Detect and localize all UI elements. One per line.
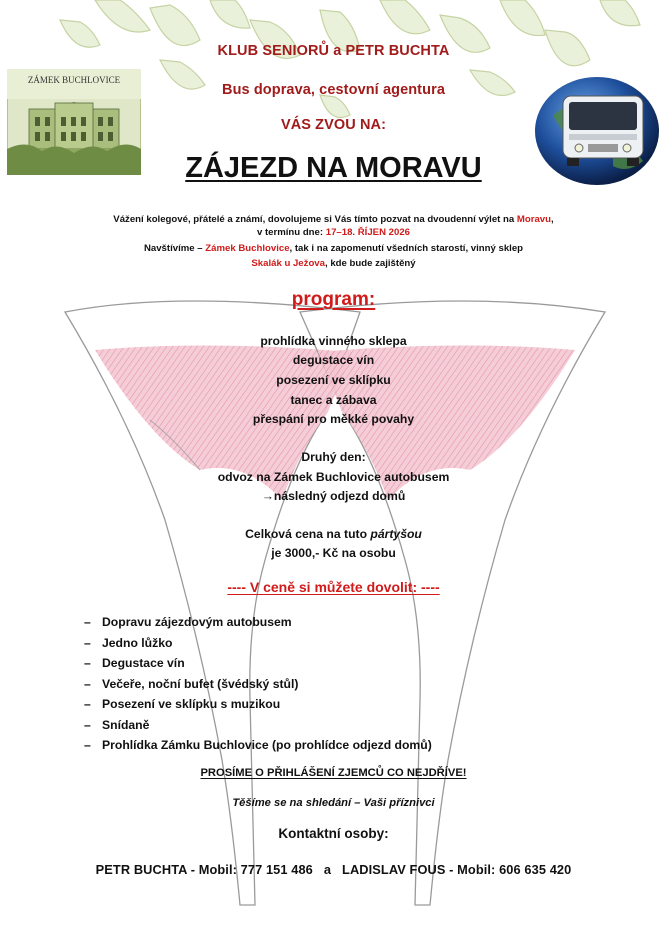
intro-line-4-a: Skalák u Ježova [251, 258, 325, 269]
included-title [0, 579, 667, 595]
included-item-text: Prohlídka Zámku Buchlovice (po prohlídce odjezd domů) [102, 738, 432, 752]
program-item: posezení ve sklípku [276, 373, 391, 387]
included-title-text: ---- V ceně si můžete dovolit: ---- [227, 579, 440, 595]
greeting: Těšíme se na shledání – Vaši příznivci [232, 797, 435, 809]
day2-line-2: →následný odjezd domů [261, 489, 406, 503]
intro-line-4 [0, 257, 667, 270]
program-item: tanec a zábava [290, 393, 377, 407]
contacts-line: PETR BUCHTA - Mobil: 777 151 486 a LADISLAV FOUS - Mobil: 606 635 420 [95, 862, 572, 877]
price-line-1-a: Celková cena na tuto [245, 527, 371, 541]
day2-label: Druhý den: [301, 450, 366, 464]
castle-label: ZÁMEK BUCHLOVICE [27, 75, 121, 85]
intro-line-1-b: Moravu [516, 214, 552, 225]
page-title-text: ZÁJEZD NA MORAVU [185, 152, 482, 184]
list-item: – Posezení ve sklípku s muzikou [84, 697, 281, 711]
intro-line-1-c: , [551, 214, 554, 225]
page-title [0, 152, 667, 185]
day2-line-1: odvoz na Zámek Buchlovice autobusem [217, 470, 450, 484]
program-item: přespání pro měkké povahy [252, 412, 415, 426]
intro-line-1-a: Vážení kolegové, přátelé a známí, dovolujeme si Vás tímto pozvat na dvoudenní výlet na [113, 214, 517, 225]
price-line-2: je 3000,- Kč na osobu [271, 546, 396, 560]
price-line-1 [0, 524, 667, 544]
included-item-text: Večeře, noční bufet (švédský stůl) [102, 676, 299, 691]
header-line-1: KLUB SENIORŮ a PETR BUCHTA [217, 43, 450, 59]
included-item-text: Posezení ve sklípku s muzikou [102, 697, 281, 711]
intro-line-2 [0, 226, 667, 239]
list-item: – Prohlídka Zámku Buchlovice (po prohlídce odjezd domů) [84, 738, 432, 752]
intro-line-3-a: Navštívíme – [143, 243, 206, 254]
included-list [84, 612, 544, 756]
included-item-text: Snídaně [102, 717, 150, 732]
header-line-2: Bus doprava, cestovní agentura [222, 82, 445, 98]
intro-line-4-b: , kde bude zajištěný [324, 258, 416, 269]
list-item: – Jedno lůžko [84, 635, 173, 650]
included-item-text: Dopravu zájezdovým autobusem [102, 615, 292, 629]
program-title-text: program: [291, 289, 376, 310]
intro-line-3 [0, 242, 667, 255]
list-item: – Degustace vín [84, 656, 185, 670]
price-line-1-b: pártyšou [370, 527, 422, 541]
intro-line-3-b: Zámek Buchlovice [205, 243, 290, 254]
list-item: – Večeře, noční bufet (švédský stůl) [84, 676, 299, 691]
intro-line-2-a: v termínu dne: [256, 227, 326, 238]
contacts-title: Kontaktní osoby: [278, 826, 389, 841]
program-item: prohlídka vinného sklepa [260, 334, 407, 348]
register-notice-text: PROSÍME O PŘIHLÁŠENÍ ZJEMCŮ CO NEJDŘÍVE! [200, 767, 467, 779]
register-notice [0, 767, 667, 779]
intro-line-1 [0, 213, 667, 226]
included-item-text: Degustace vín [102, 656, 185, 670]
program-item: degustace vín [292, 353, 375, 367]
included-item-text: Jedno lůžko [102, 635, 173, 650]
header-line-3: VÁS ZVOU NA: [280, 117, 387, 133]
list-item: – Dopravu zájezdovým autobusem [84, 615, 292, 629]
intro-line-3-c: , tak i na zapomenutí všedních starostí, vinný sklep [289, 243, 524, 254]
list-item: – Snídaně [84, 717, 150, 732]
intro-line-2-b: 17–18. ŘÍJEN 2026 [325, 227, 411, 238]
program-title [0, 289, 667, 311]
